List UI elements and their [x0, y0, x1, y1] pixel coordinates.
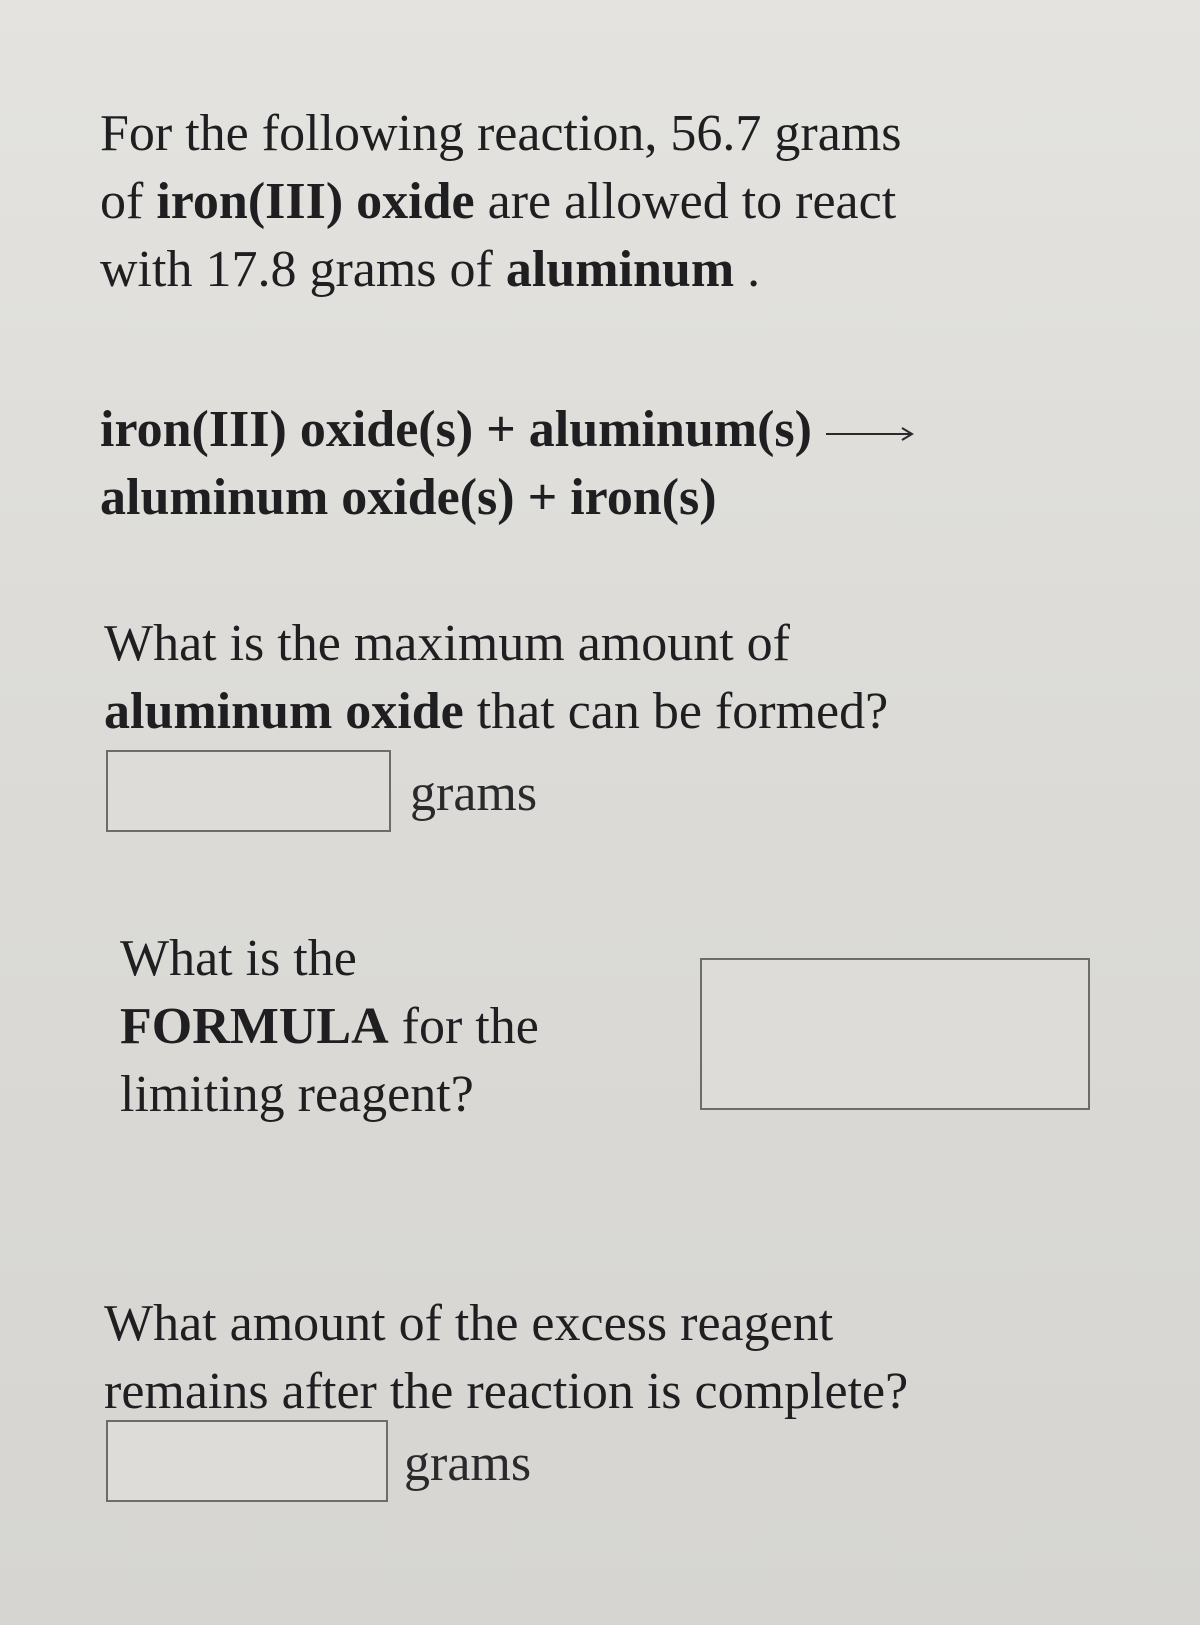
question-2-line-3: limiting reagent?	[120, 1066, 474, 1123]
intro-text: .	[734, 241, 761, 298]
excess-reagent-grams-input[interactable]	[106, 1420, 388, 1502]
grams-unit-label: grams	[404, 1435, 532, 1492]
intro-text: with 17.8 grams of	[100, 241, 506, 298]
intro-line-1: For the following reaction, 56.7 grams	[100, 105, 902, 162]
problem-intro	[100, 100, 902, 304]
intro-line-3	[100, 236, 902, 304]
grams-unit-label: grams	[410, 765, 538, 822]
question-1-line-1: What is the maximum amount of	[104, 615, 790, 672]
chemical-equation	[100, 396, 916, 532]
question-3-line-2: remains after the reaction is complete?	[104, 1363, 909, 1420]
question-max-aluminum-oxide	[104, 610, 888, 746]
question-excess-reagent	[104, 1290, 908, 1426]
question-1-bold: aluminum oxide	[104, 683, 464, 740]
equation-reactants: iron(III) oxide(s) + aluminum(s)	[100, 401, 812, 458]
question-2-line-2	[120, 993, 539, 1061]
reactant-aluminum: aluminum	[505, 241, 735, 298]
question-2-bold: FORMULA	[120, 998, 389, 1055]
reactant-iron-oxide: iron(III) oxide	[156, 173, 475, 230]
question-3-line-1: What amount of the excess reagent	[104, 1295, 834, 1352]
aluminum-oxide-grams-input[interactable]	[106, 750, 391, 832]
question-1-line-2	[104, 678, 888, 746]
question-2-line-1: What is the	[120, 930, 357, 987]
equation-line-1	[100, 396, 916, 464]
limiting-reagent-formula-input[interactable]	[700, 958, 1090, 1110]
intro-line-2	[100, 168, 902, 236]
question-1-text: that can be formed?	[463, 683, 889, 740]
intro-text: of	[100, 173, 157, 230]
reaction-arrow-icon	[826, 424, 916, 444]
intro-text: are allowed to react	[474, 173, 897, 230]
question-2-text: for the	[388, 998, 539, 1055]
equation-products: aluminum oxide(s) + iron(s)	[100, 469, 717, 526]
question-limiting-reagent	[120, 925, 539, 1129]
